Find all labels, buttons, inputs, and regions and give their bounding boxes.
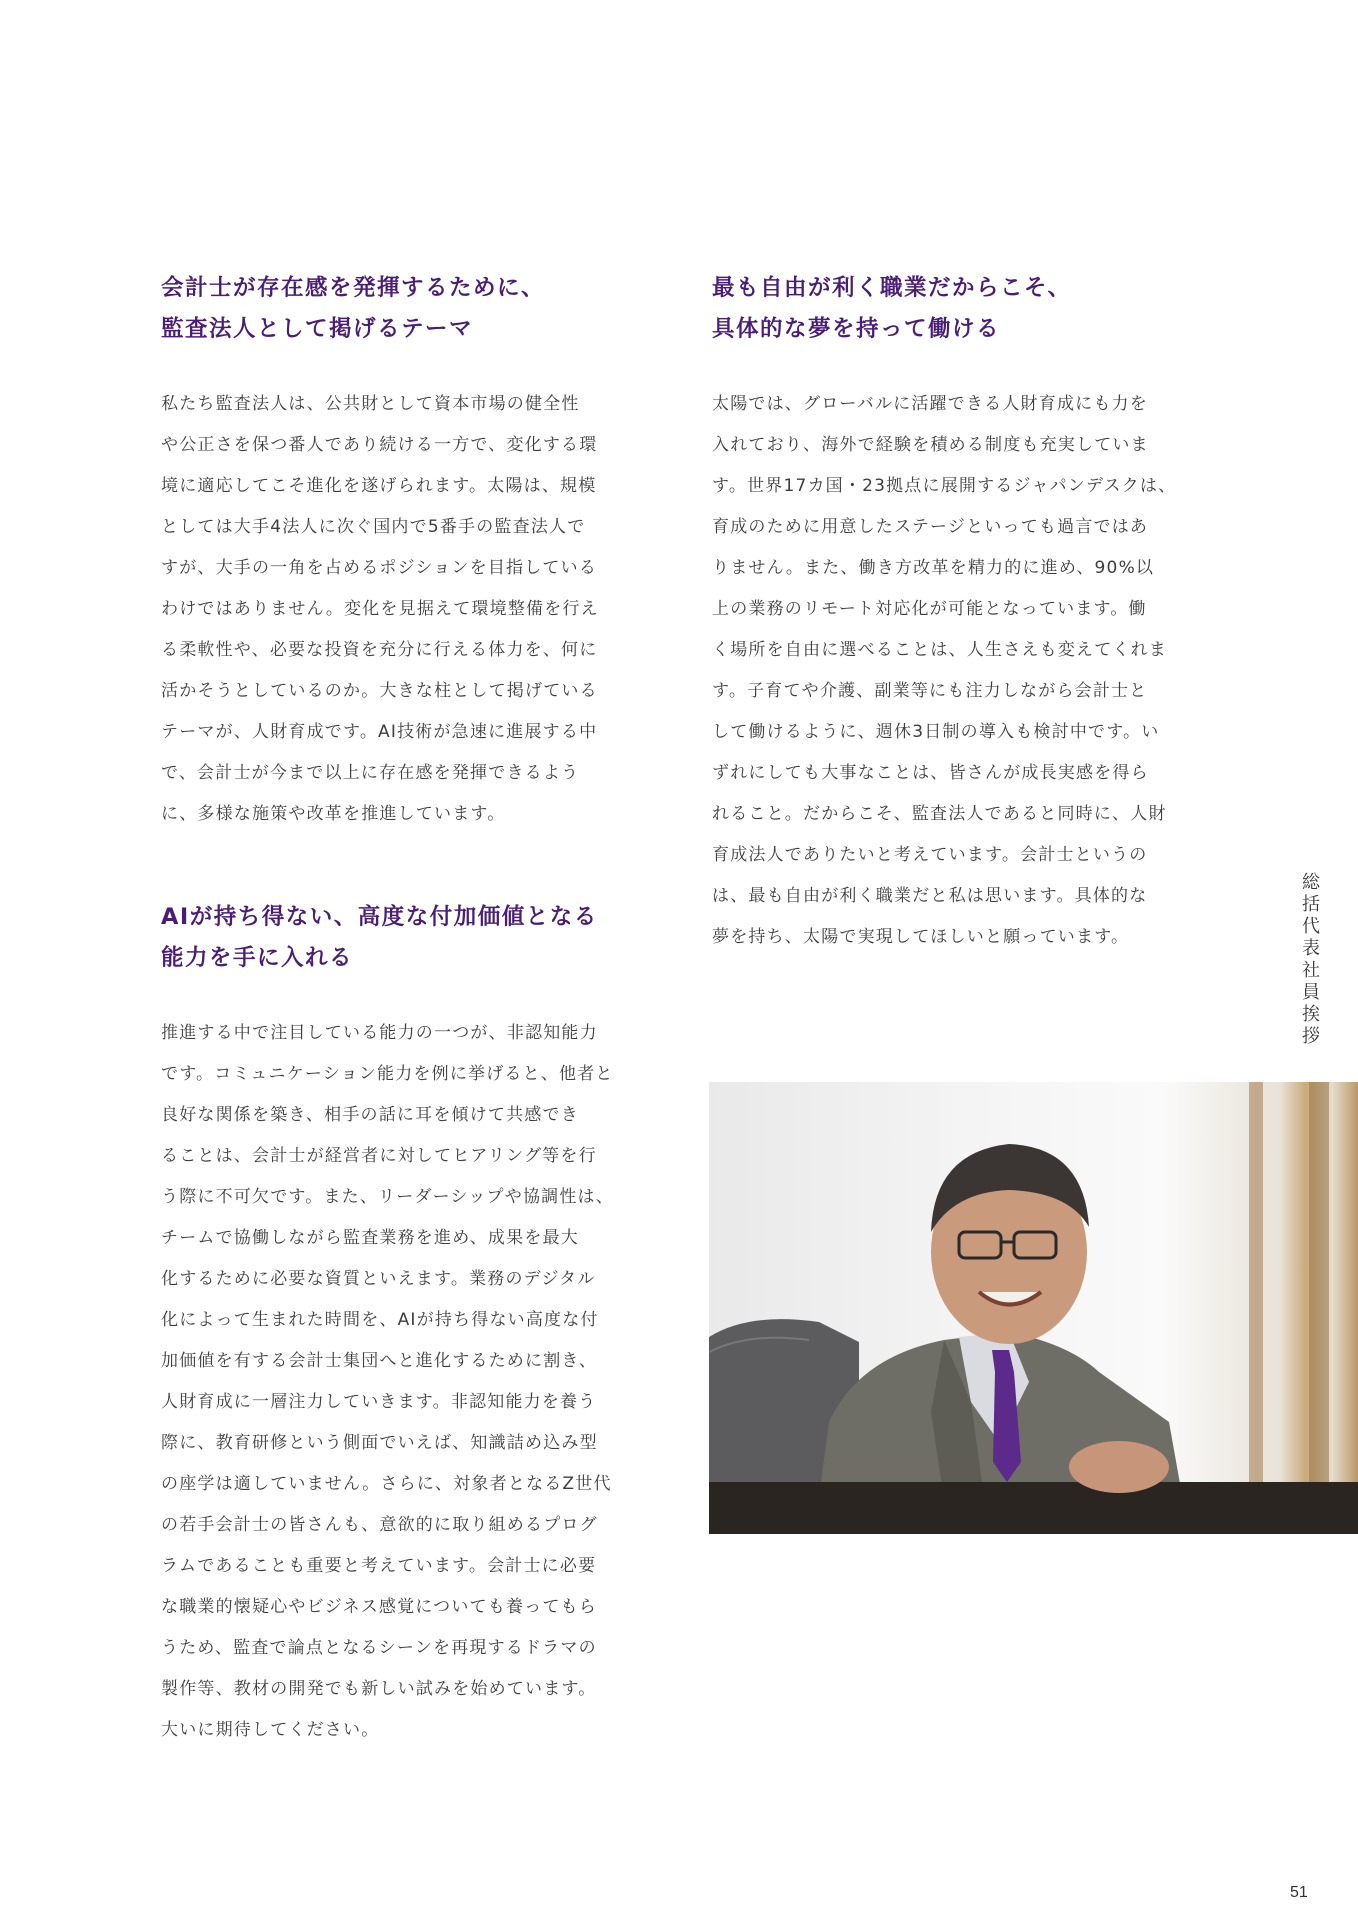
body-line: うため、監査で論点となるシーンを再現するドラマの [161, 1638, 597, 1658]
heading-line: 最も自由が利く職業だからこそ、 [712, 275, 1072, 301]
body-line: 人財育成に一層注力していきます。非認知能力を養う [161, 1392, 597, 1412]
body-line: 際に、教育研修という側面でいえば、知識詰め込み型 [161, 1433, 598, 1453]
body-line: わけではありません。変化を見据えて環境整備を行え [161, 599, 599, 619]
body-line: 育成法人でありたいと考えています。会計士というの [712, 845, 1148, 865]
body-line: す。世界17カ国・23拠点に展開するジャパンデスクは、 [712, 476, 1177, 496]
section-body-theme [161, 384, 654, 835]
body-line: や公正さを保つ番人であり続ける一方で、変化する環 [161, 435, 598, 455]
left-column [161, 268, 654, 1751]
body-line: 境に適応してこそ進化を遂げられます。太陽は、規模 [161, 476, 597, 496]
body-line: チームで協働しながら監査業務を進め、成果を最大 [161, 1228, 579, 1248]
body-line: です。コミュニケーション能力を例に挙げると、他者と [161, 1064, 614, 1084]
body-line: 育成のために用意したステージといっても過言ではあ [712, 517, 1149, 537]
body-line: 上の業務のリモート対応化が可能となっています。働 [712, 599, 1147, 619]
heading-line: 会計士が存在感を発揮するために、 [161, 275, 546, 301]
body-line: ることは、会計士が経営者に対してヒアリング等を行 [161, 1146, 597, 1166]
page-number: 51 [1290, 1884, 1308, 1901]
body-line: な職業的懐疑心やビジネス感覚についても養ってもら [161, 1597, 597, 1617]
heading-line: 監査法人として掲げるテーマ [161, 316, 474, 342]
body-line: 入れており、海外で経験を積める制度も充実していま [712, 435, 1149, 455]
heading-line: 能力を手に入れる [161, 945, 354, 971]
body-line: す。子育てや介護、副業等にも注力しながら会計士と [712, 681, 1148, 701]
body-line: 太陽では、グローバルに活躍できる人財育成にも力を [712, 394, 1148, 414]
body-line: く場所を自由に選べることは、人生さえも変えてくれま [712, 640, 1167, 660]
body-line: ラムであることも重要と考えています。会計士に必要 [161, 1556, 597, 1576]
body-line: で、会計士が今まで以上に存在感を発揮できるよう [161, 763, 580, 783]
section-body-freedom [712, 384, 1208, 958]
body-line: ずれにしても大事なことは、皆さんが成長実感を得ら [712, 763, 1149, 783]
body-line: う際に不可欠です。また、リーダーシップや協調性は、 [161, 1187, 614, 1207]
section-ai [161, 897, 654, 1751]
section-body-ai [161, 1013, 654, 1751]
body-line: る柔軟性や、必要な投資を充分に行える体力を、何に [161, 640, 598, 660]
heading-line: 具体的な夢を持って働ける [712, 316, 1001, 342]
body-line: 製作等、教材の開発でも新しい試みを始めています。 [161, 1679, 597, 1699]
body-line: 推進する中で注目している能力の一つが、非認知能力 [161, 1023, 598, 1043]
body-line: 私たち監査法人は、公共財として資本市場の健全性 [161, 394, 580, 414]
body-line: の若手会計士の皆さんも、意欲的に取り組めるプログ [161, 1515, 598, 1535]
body-line: れること。だからこそ、監査法人であると同時に、人財 [712, 804, 1167, 824]
body-line: 化するために必要な資質といえます。業務のデジタル [161, 1269, 596, 1289]
portrait-photo [709, 1082, 1358, 1534]
body-line: して働けるように、週休3日制の導入も検討中です。い [712, 722, 1160, 742]
body-line: 化によって生まれた時間を、AIが持ち得ない高度な付 [161, 1310, 599, 1330]
right-column [712, 268, 1208, 958]
body-line: 夢を持ち、太陽で実現してほしいと願っています。 [712, 927, 1130, 947]
body-line: の座学は適していません。さらに、対象者となるZ世代 [161, 1474, 612, 1494]
body-line: りません。また、働き方改革を精力的に進め、90%以 [712, 558, 1155, 578]
section-heading-ai [161, 897, 654, 979]
body-line: 良好な関係を築き、相手の話に耳を傾けて共感でき [161, 1105, 579, 1125]
body-line: すが、大手の一角を占めるポジションを目指している [161, 558, 598, 578]
section-heading-theme [161, 268, 654, 350]
section-heading-freedom [712, 268, 1208, 350]
body-line: 加価値を有する会計士集団へと進化するために割き、 [161, 1351, 598, 1371]
heading-line: AIが持ち得ない、高度な付加価値となる [161, 904, 598, 930]
body-line: 活かそうとしているのか。大きな柱として掲げている [161, 681, 598, 701]
body-line: としては大手4法人に次ぐ国内で5番手の監査法人で [161, 517, 586, 537]
section-side-label: 総括代表社員挨拶 [1299, 872, 1320, 1048]
body-line: は、最も自由が利く職業だと私は思います。具体的な [712, 886, 1148, 906]
portrait-illustration [709, 1082, 1358, 1534]
body-line: 大いに期待してください。 [161, 1720, 380, 1740]
body-line: に、多様な施策や改革を推進しています。 [161, 804, 506, 824]
body-line: テーマが、人財育成です。AI技術が急速に進展する中 [161, 722, 598, 742]
